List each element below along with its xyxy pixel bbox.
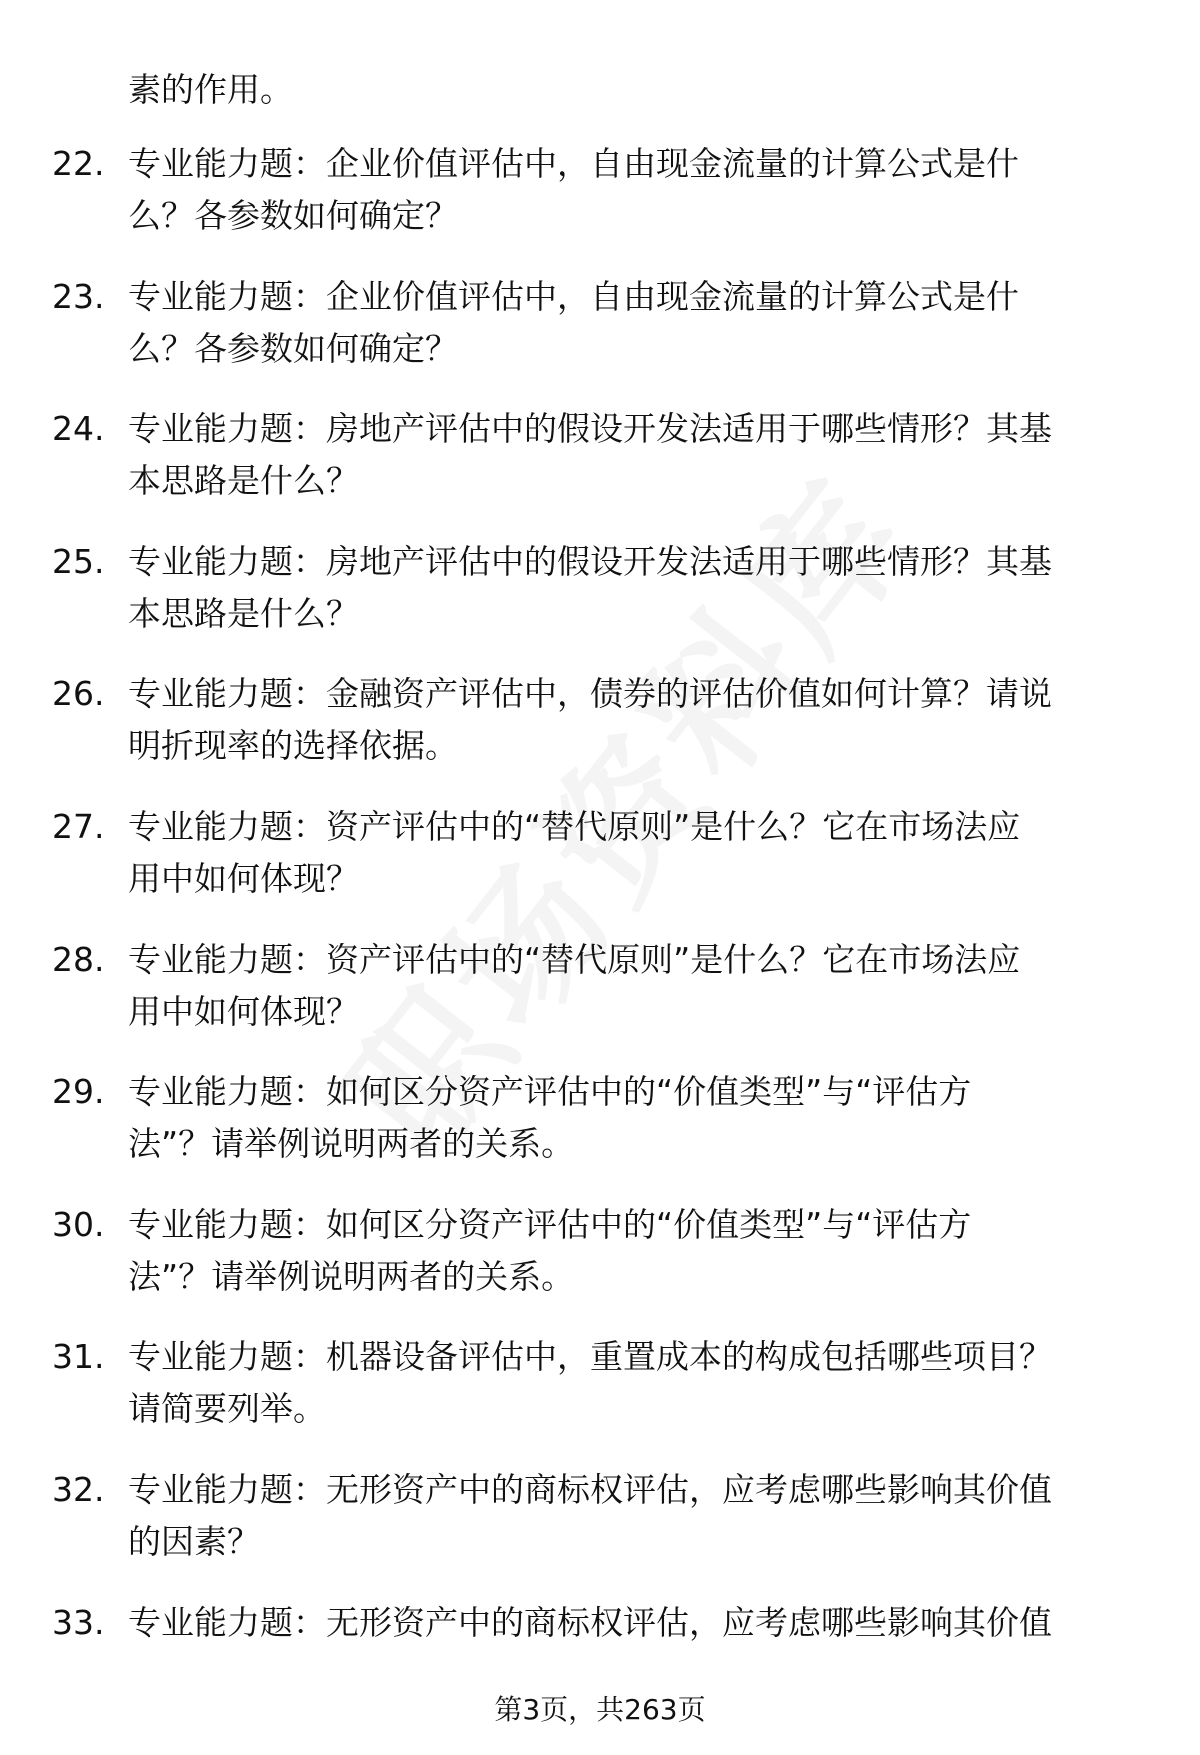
- question-item: [0, 532, 1200, 665]
- question-item: [0, 930, 1200, 1063]
- question-item: [0, 1460, 1200, 1593]
- question-list: [0, 134, 1200, 1725]
- question-text-line1: 专业能力题：企业价值评估中，自由现金流量的计算公式是什: [128, 144, 1019, 183]
- question-text-line2: 用中如何体现？: [128, 991, 359, 1031]
- question-text-line1: 专业能力题：无形资产中的商标权评估，应考虑哪些影响其价值: [128, 1602, 1052, 1642]
- question-item: [0, 1062, 1200, 1195]
- question-text-line1: 专业能力题：如何区分资产评估中的“价值类型”与“评估方: [128, 1204, 972, 1244]
- question-text-line2: 本思路是什么？: [128, 461, 359, 501]
- question-text-line2: 法”？请举例说明两者的关系。: [128, 1124, 575, 1164]
- question-text-line1: 专业能力题：金融资产评估中，债券的评估价值如何计算？请说: [128, 674, 1052, 714]
- question-item: [0, 1327, 1200, 1460]
- question-text-line1: 专业能力题：资产评估中的“替代原则”是什么？它在市场法应: [128, 939, 1021, 979]
- question-text-line2: 的因素？: [128, 1521, 260, 1561]
- page-footer: 第3页，共263页: [494, 1693, 706, 1726]
- question-number: 30.: [52, 1204, 105, 1244]
- question-number: 22.: [52, 144, 105, 183]
- question-text-line1: 专业能力题：资产评估中的“替代原则”是什么？它在市场法应: [128, 806, 1021, 846]
- question-text-line2: 么？各参数如何确定？: [128, 328, 458, 368]
- question-item: [0, 399, 1200, 532]
- question-item: [0, 664, 1200, 797]
- question-text-line1: 专业能力题：房地产评估中的假设开发法适用于哪些情形？其基: [128, 409, 1052, 449]
- question-text-line1: 专业能力题：房地产评估中的假设开发法适用于哪些情形？其基: [128, 541, 1052, 581]
- question-text-line1: 专业能力题：企业价值评估中，自由现金流量的计算公式是什: [128, 276, 1019, 316]
- question-number: 32.: [52, 1469, 105, 1509]
- question-item: [0, 134, 1200, 267]
- question-item: [0, 797, 1200, 930]
- question-text-line2: 用中如何体现？: [128, 858, 359, 898]
- question-number: 27.: [52, 806, 105, 846]
- question-number: 25.: [52, 541, 105, 581]
- question-text-line1: 专业能力题：机器设备评估中，重置成本的构成包括哪些项目？: [128, 1337, 1052, 1377]
- question-text-line1: 专业能力题：如何区分资产评估中的“价值类型”与“评估方: [128, 1072, 972, 1112]
- question-text-line2: 么？各参数如何确定？: [128, 196, 458, 235]
- continuation-text: 素的作用。: [128, 70, 293, 109]
- question-text-line2: 本思路是什么？: [128, 593, 359, 633]
- question-item: [0, 267, 1200, 400]
- question-text-line2: 法”？请举例说明两者的关系。: [128, 1256, 575, 1296]
- question-item: [0, 1195, 1200, 1328]
- question-text-line2: 请简要列举。: [128, 1389, 326, 1429]
- question-text-line1: 专业能力题：无形资产中的商标权评估，应考虑哪些影响其价值: [128, 1469, 1052, 1509]
- question-number: 31.: [52, 1337, 105, 1377]
- question-number: 24.: [52, 409, 105, 449]
- question-number: 23.: [52, 276, 105, 316]
- question-number: 26.: [52, 674, 105, 714]
- question-text-line2: 明折现率的选择依据。: [128, 726, 458, 766]
- question-number: 28.: [52, 939, 105, 979]
- question-number: 29.: [52, 1072, 105, 1112]
- question-number: 33.: [52, 1602, 105, 1642]
